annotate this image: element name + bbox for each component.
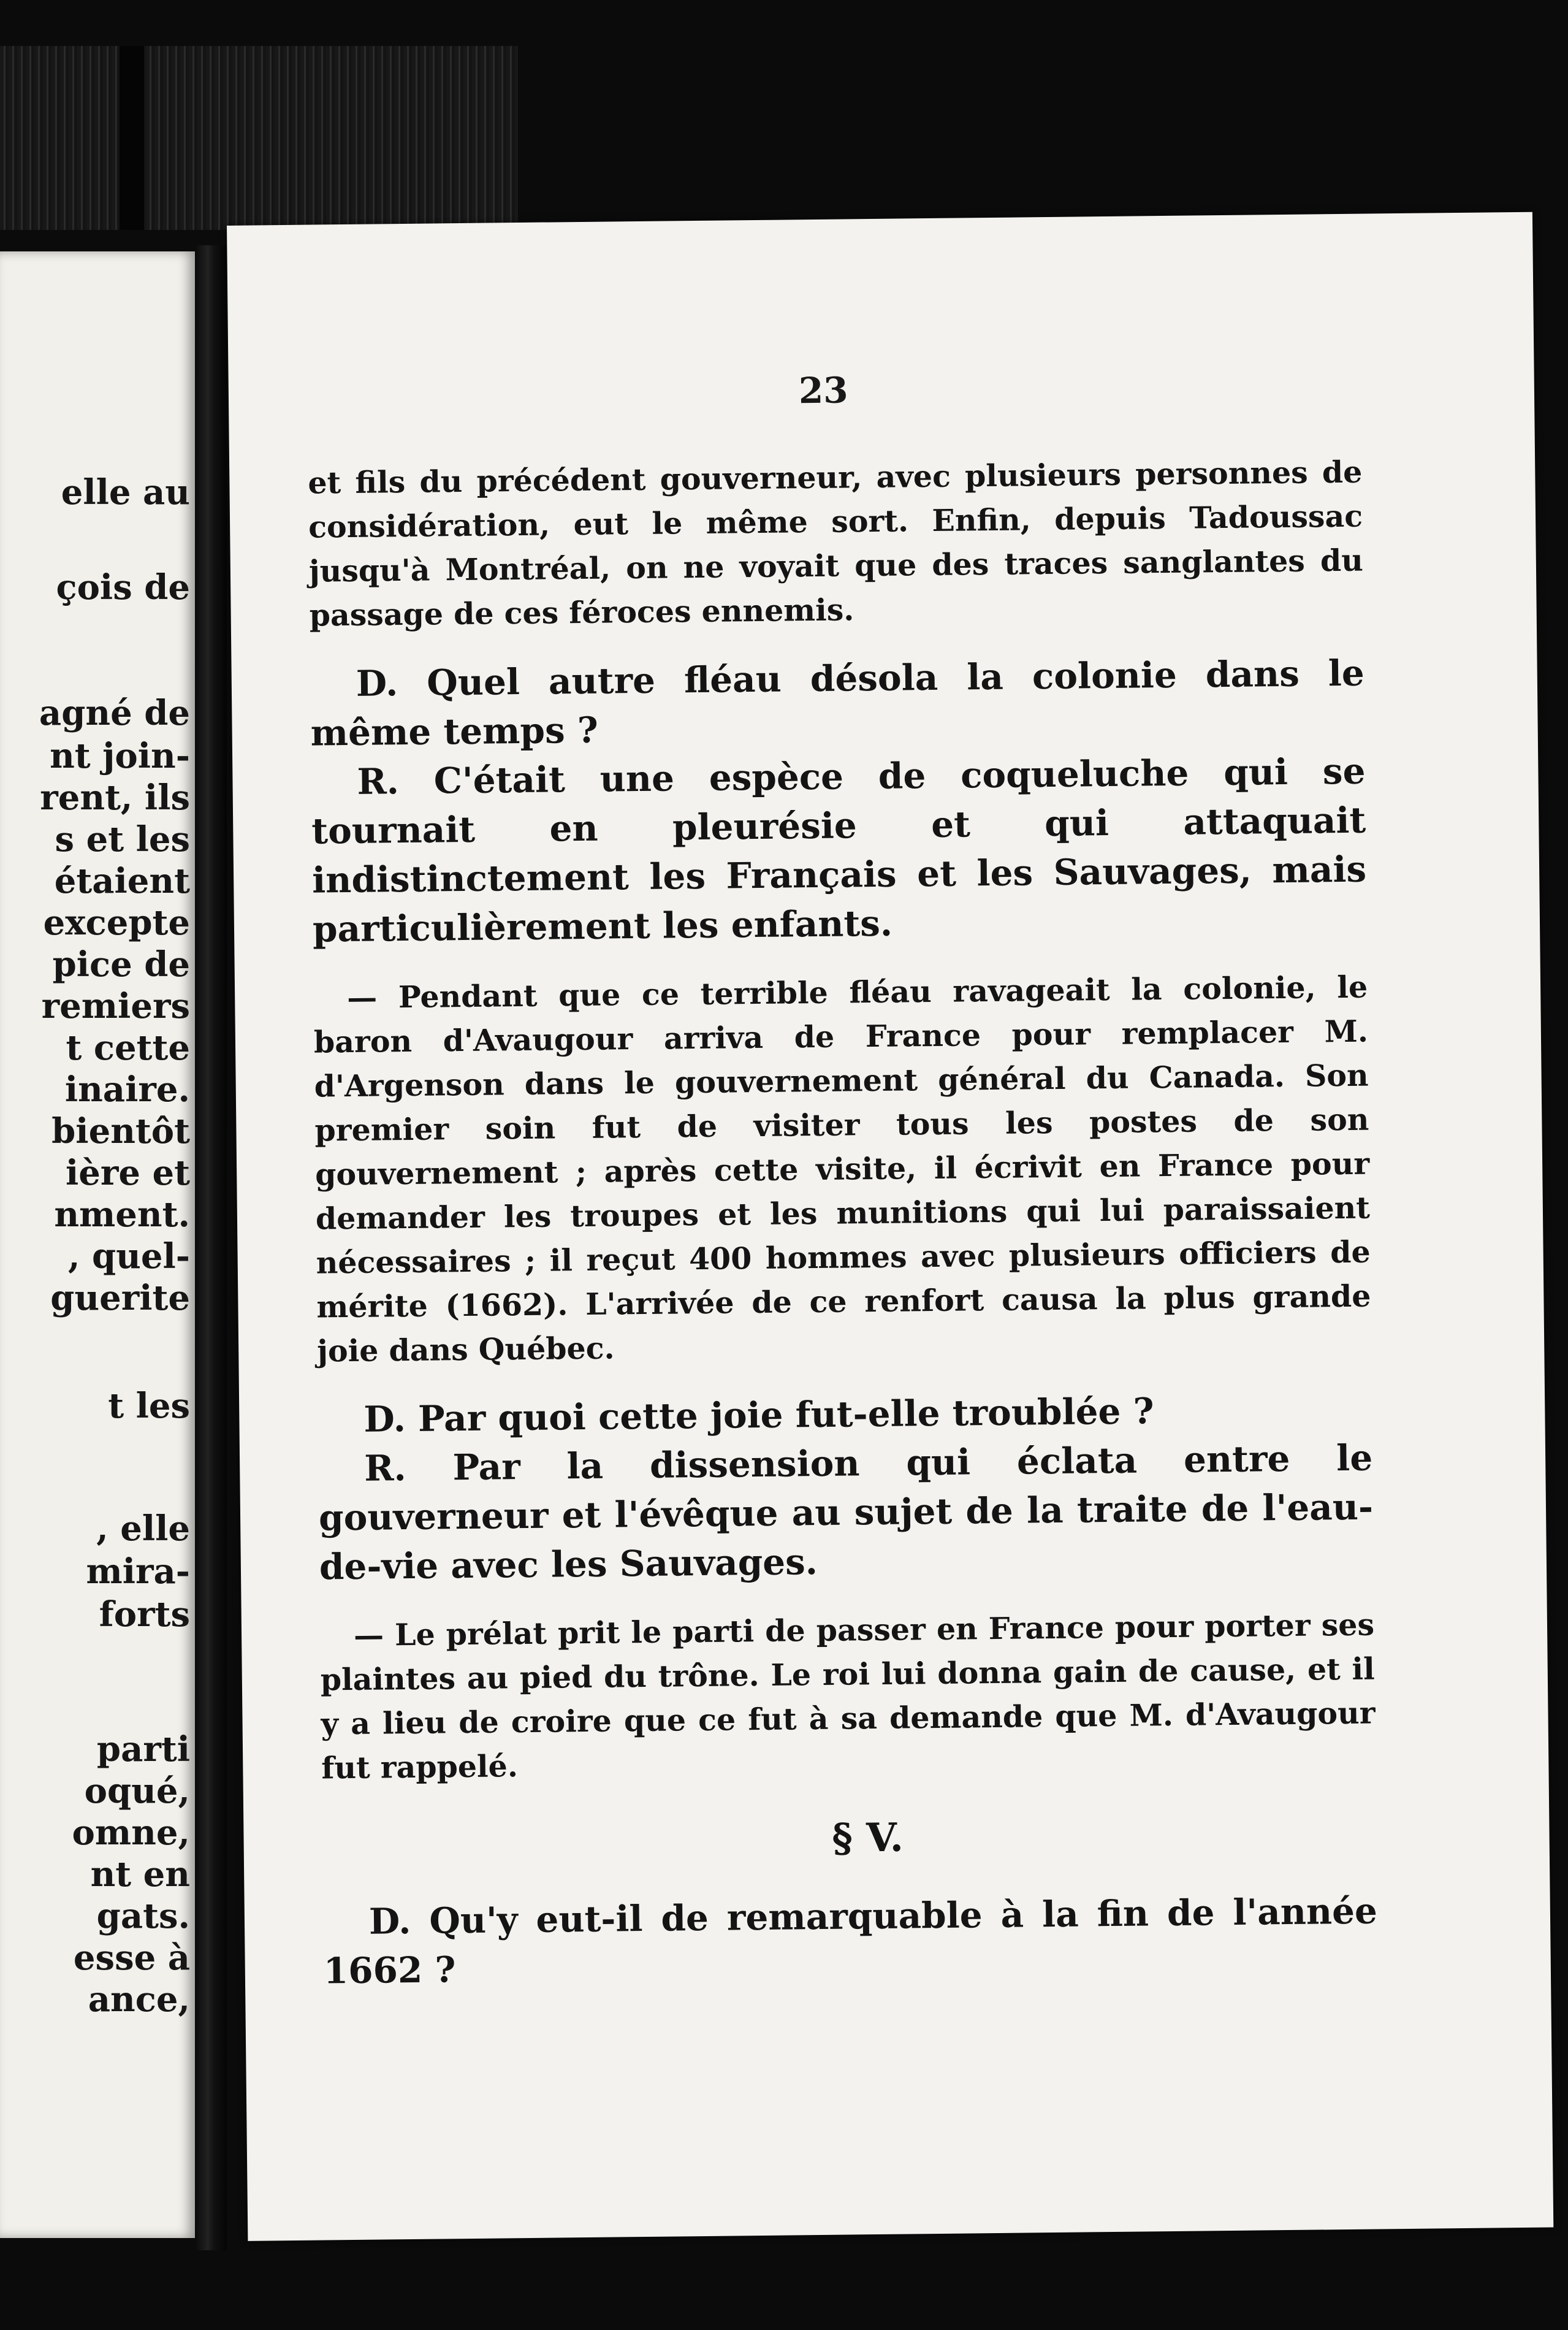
question-1: D. Quel autre fléau désola la colonie dans le même temps ? <box>310 652 1365 754</box>
left-page <box>0 251 195 2238</box>
left-line: omne, <box>72 1812 190 1853</box>
left-line: remiers <box>41 986 190 1026</box>
left-line: mira- <box>86 1551 190 1592</box>
left-line: guerite <box>50 1278 190 1318</box>
left-line: rent, ils <box>40 777 190 818</box>
book-page <box>227 212 1553 2241</box>
left-line: ance, <box>88 1979 190 2020</box>
film-strip <box>0 46 518 230</box>
question-2: D. Par quoi cette joie fut-elle troublée ? <box>363 1390 1154 1440</box>
left-line: parti <box>96 1729 190 1770</box>
left-line: nt en <box>90 1854 190 1895</box>
section-heading: § V. <box>831 1814 904 1862</box>
book-spine <box>195 245 227 2250</box>
page-text <box>308 450 1378 1996</box>
answer-2: R. Par la dissension qui éclata entre le gouverneur et l'évêque au sujet de la traite de l'eau-de-vie avec les Sauvages. <box>318 1437 1374 1588</box>
note-1: — Pendant que ce terrible fléau ravageait la colonie, le baron d'Avaugour arriva de France pour remplacer M. d'Argenson dans le gouvernement général du Canada. Son premier soin fut de visiter tous les postes de son gouvernement ; après cette visite, il écrivit en France pour demander les troupes et les munitions qui lui paraissaient nécessaires ; il reçut 400 hommes avec plusieurs officiers de mérite (1662). L'arrivée de ce renfort causa la plus grande joie dans Québec. <box>313 969 1371 1369</box>
left-line: elle au <box>61 472 190 513</box>
left-line: forts <box>99 1594 190 1635</box>
left-line: agné de <box>39 693 190 733</box>
left-line: t cette <box>66 1028 190 1068</box>
continued-paragraph: et fils du précédent gouverneur, avec plusieurs personnes de considération, eut le même sort. Enfin, depuis Tadoussac jusqu'à Montréal, on ne voyait que des traces sanglantes du passage de ces féroces ennemis. <box>308 454 1364 633</box>
left-line: nment. <box>54 1194 190 1235</box>
left-line: bientôt <box>51 1111 190 1152</box>
left-line: nt join- <box>50 736 190 776</box>
left-line: oqué, <box>84 1771 190 1811</box>
left-line: pice de <box>52 944 190 985</box>
left-line: ière et <box>65 1153 190 1193</box>
left-line: s et les <box>55 819 190 860</box>
page-number: 23 <box>798 369 848 412</box>
left-line: , elle <box>96 1508 190 1549</box>
left-line: étaient <box>54 861 190 901</box>
left-line: çois de <box>56 567 190 608</box>
left-line: , quel- <box>67 1236 190 1277</box>
left-line: esse à <box>73 1938 190 1978</box>
film-gap <box>120 46 144 230</box>
left-line: excepte <box>43 903 190 943</box>
left-line: t les <box>108 1386 190 1426</box>
answer-1: R. C'était une espèce de coqueluche qui se tournait en pleurésie et qui attaquait indistinctement les Français et les Sauvages, mais particulièrement les enfants. <box>311 750 1367 950</box>
question-3: D. Qu'y eut-il de remarquable à la fin de l'année 1662 ? <box>323 1890 1378 1992</box>
left-line: gats. <box>96 1896 190 1936</box>
left-line: inaire. <box>64 1069 190 1110</box>
note-2: — Le prélat prit le parti de passer en France pour porter ses plaintes au pied du trône. Le roi lui donna gain de cause, et il y a lieu de croire que ce fut à sa demande que M. d'Avaugour fut rappelé. <box>320 1606 1376 1786</box>
